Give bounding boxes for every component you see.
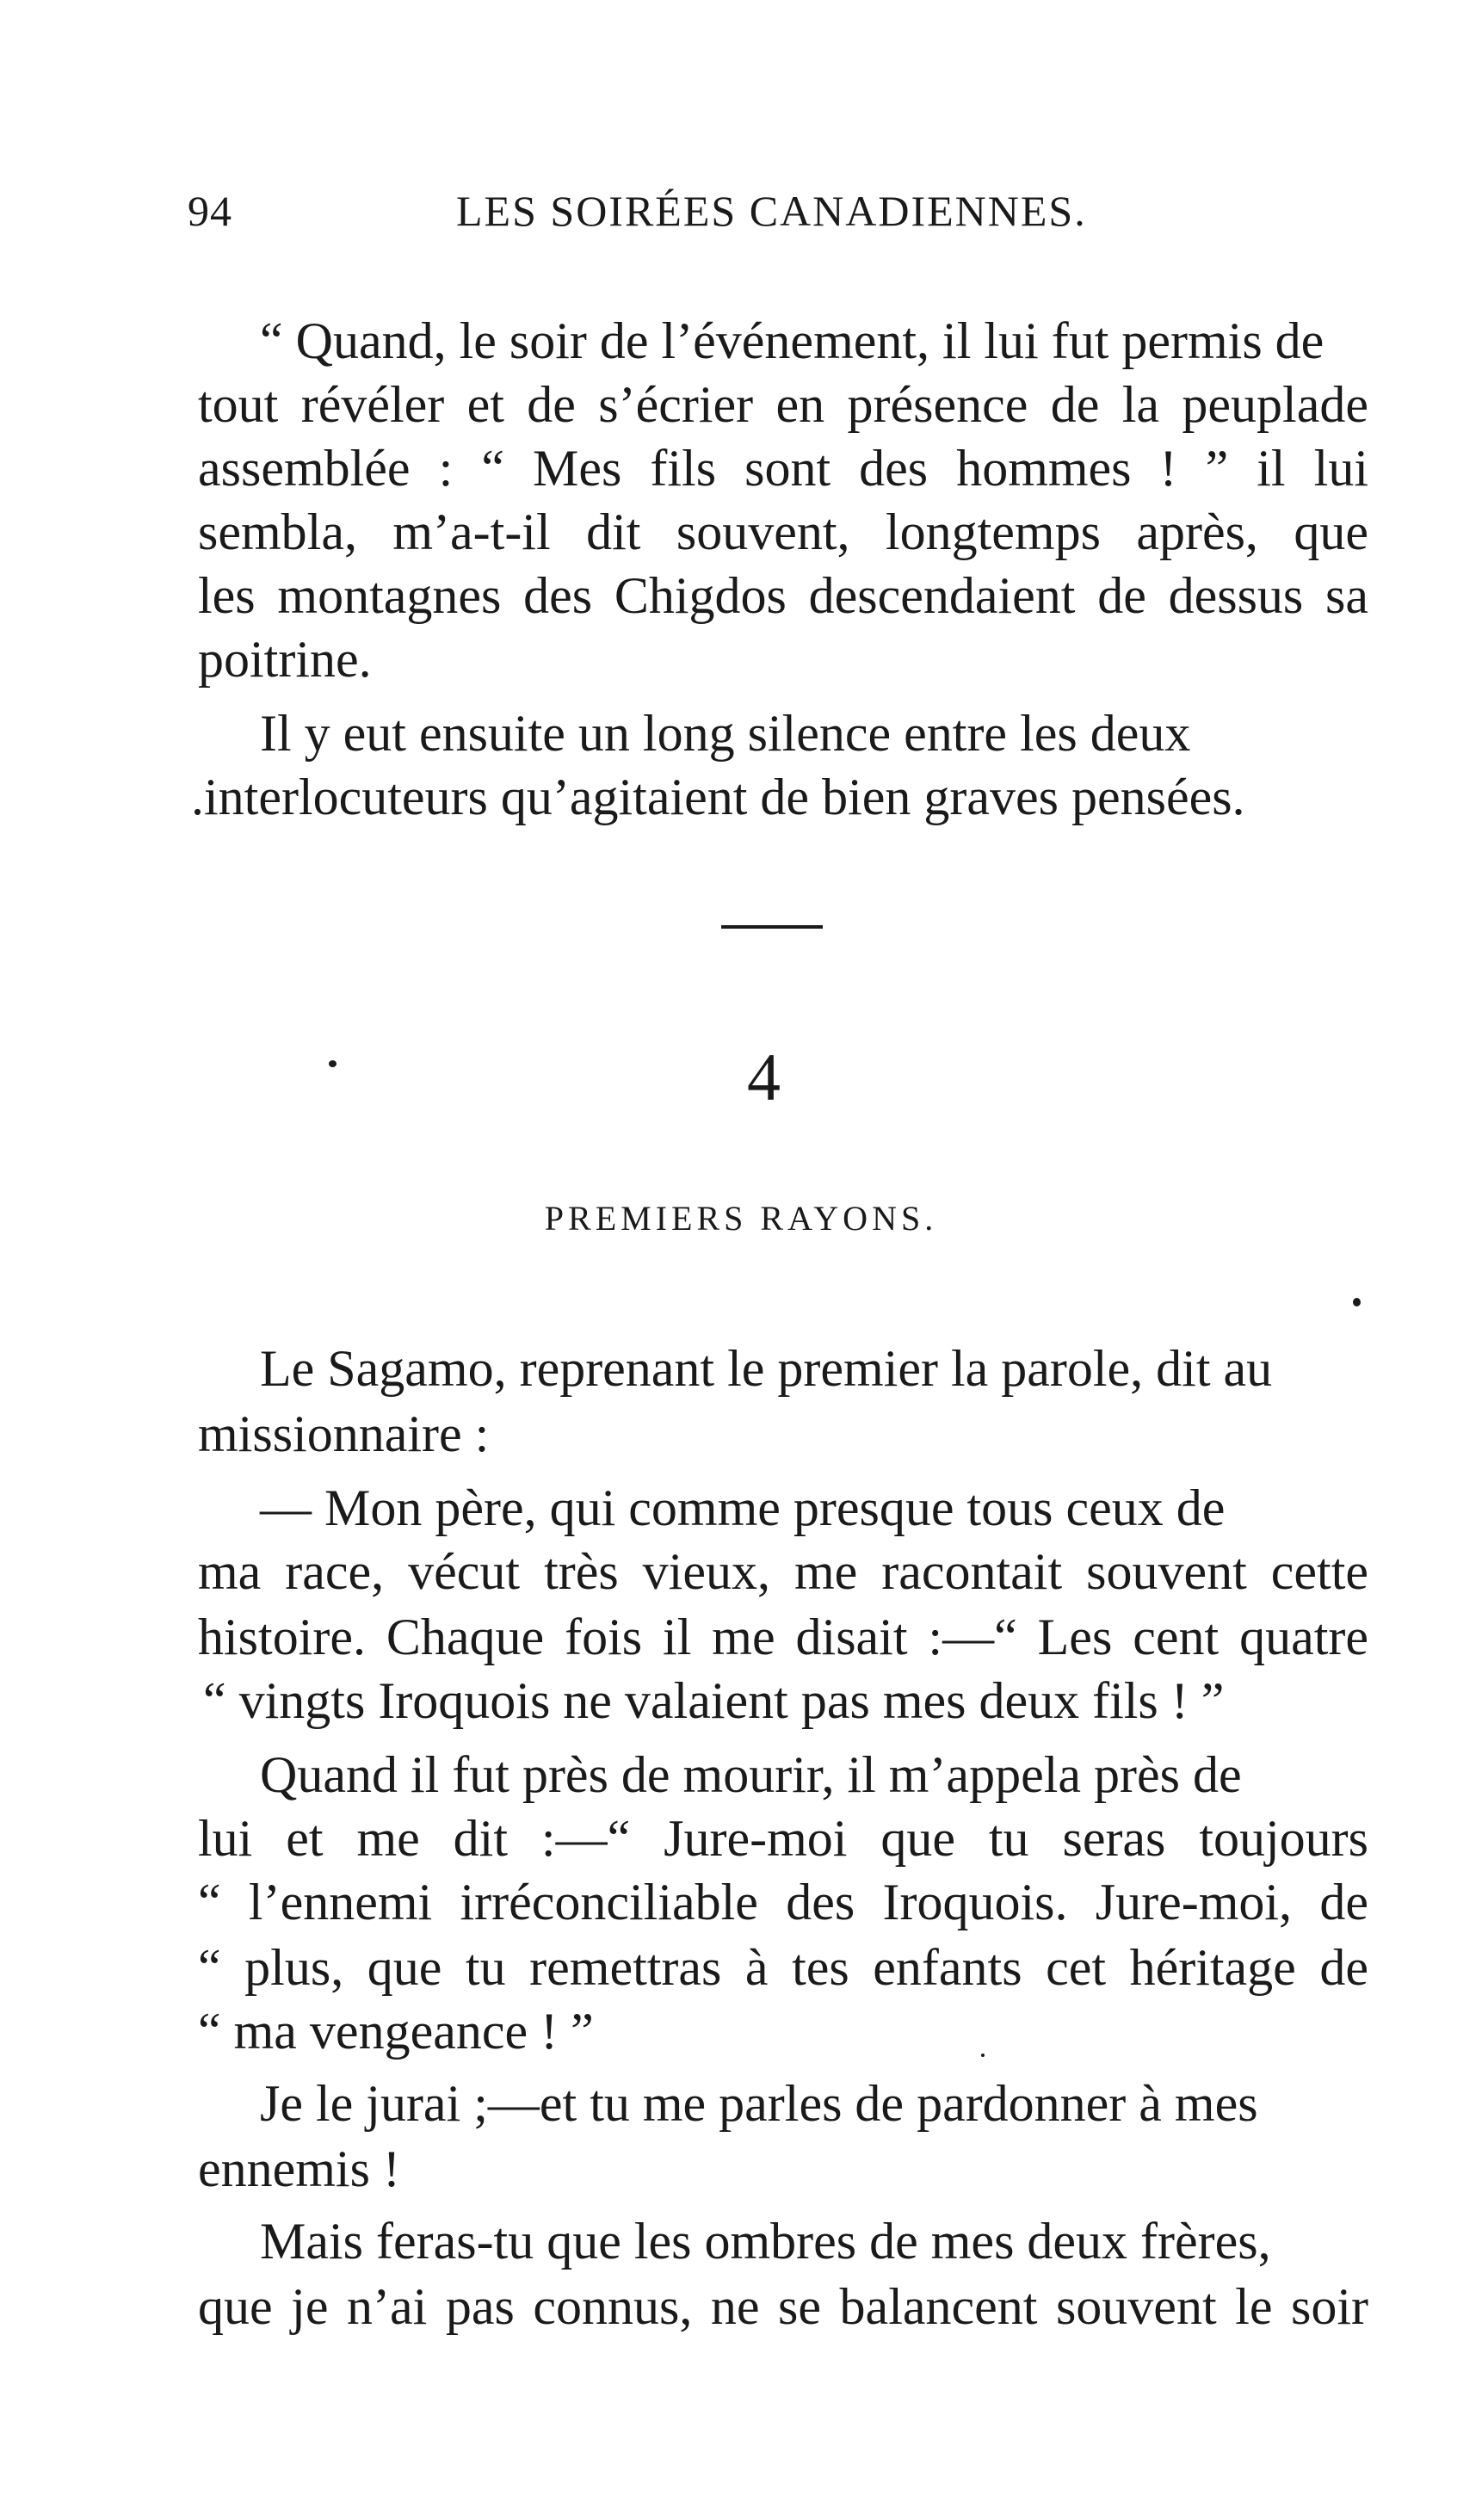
body-line: Il y eut ensuite un long silence entre les deux <box>260 705 1191 762</box>
ink-speck <box>981 2054 985 2057</box>
body-line: Quand il fut près de mourir, il m’appela près de <box>260 1746 1242 1803</box>
body-line: “ vingts Iroquois ne valaient pas mes deux fils ! ” <box>203 1672 1225 1729</box>
body-line: poitrine. <box>198 631 372 688</box>
body-line: Je le jurai ;—et tu me parles de pardonner à mes <box>260 2075 1258 2132</box>
section-number: 4 <box>747 1040 781 1115</box>
body-line: que je n’ai pas connus, ne se balancent souvent le soir <box>198 2278 1368 2335</box>
body-line: “ plus, que tu remettras à tes enfants cet héritage de <box>198 1939 1368 1996</box>
body-line: — Mon père, qui comme presque tous ceux de <box>260 1479 1226 1536</box>
body-line: missionnaire : <box>198 1405 490 1462</box>
page-number: 94 <box>188 187 232 235</box>
body-line: “ ma vengeance ! ” <box>198 2003 594 2060</box>
body-line: ennemis ! <box>198 2140 400 2197</box>
ink-speck <box>1353 1298 1361 1306</box>
body-line: sembla, m’a-t-il dit souvent, longtemps après, que <box>198 503 1368 560</box>
body-line: “ Quand, le soir de l’événement, il lui fut permis de <box>260 312 1325 369</box>
body-line: les montagnes des Chigdos descendaient de dessus sa <box>198 567 1368 624</box>
body-line: assemblée : “ Mes fils sont des hommes ! ” il lui <box>198 440 1368 497</box>
body-line: tout révéler et de s’écrier en présence de la peuplade <box>198 376 1368 433</box>
running-title: LES SOIRÉES CANADIENNES. <box>456 187 1087 235</box>
body-line: Le Sagamo, reprenant le premier la parole, dit au <box>260 1340 1273 1397</box>
body-line: histoire. Chaque fois il me disait :—“ Les cent quatre <box>198 1609 1368 1665</box>
body-line: .interlocuteurs qu’agitaient de bien graves pensées. <box>191 769 1245 825</box>
body-line: ma race, vécut très vieux, me racontait souvent cette <box>198 1543 1368 1600</box>
body-line: Mais feras-tu que les ombres de mes deux frères, <box>260 2213 1271 2270</box>
section-divider <box>721 925 823 929</box>
body-line: lui et me dit :—“ Jure-moi que tu seras toujours <box>198 1810 1368 1867</box>
section-title: PREMIERS RAYONS. <box>544 1199 938 1238</box>
body-line: “ l’ennemi irréconciliable des Iroquois. Jure-moi, de <box>198 1874 1368 1930</box>
ink-speck <box>329 1060 337 1067</box>
